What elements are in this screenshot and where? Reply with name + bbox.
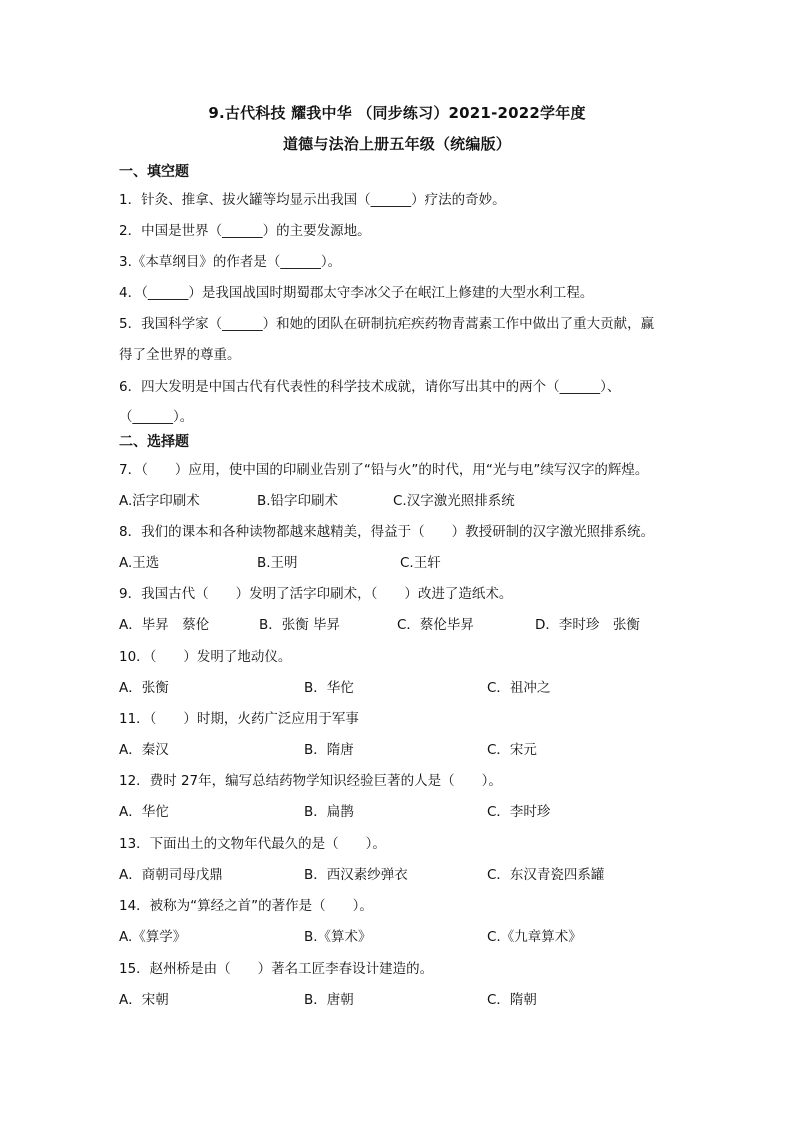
question-5-line2: 得了全世界的尊重。 — [119, 347, 241, 363]
q14-option-b: B.《算术》 — [304, 929, 372, 945]
q13-option-b: B．西汉素纱弹衣 — [304, 867, 408, 883]
q15-option-c: C．隋朝 — [487, 992, 537, 1008]
question-6-line2: （______）。 — [119, 409, 194, 425]
question-2: 2．中国是世界（______）的主要发源地。 — [119, 223, 371, 239]
q9-option-a: A．毕昇 蔡伦 — [119, 617, 210, 633]
q12-option-c: C．李时珍 — [487, 804, 551, 820]
q7-option-b: B.铅字印刷术 — [257, 493, 339, 509]
q11-option-c: C．宋元 — [487, 742, 537, 758]
q14-option-c: C.《九章算术》 — [487, 929, 582, 945]
q10-option-b: B．华佗 — [304, 680, 354, 696]
q10-option-c: C．祖冲之 — [487, 680, 551, 696]
question-13: 13．下面出土的文物年代最久的是（ ）。 — [119, 836, 386, 852]
q11-option-b: B．隋唐 — [304, 742, 354, 758]
question-1: 1．针灸、推拿、拔火罐等均显示出我国（______）疗法的奇妙。 — [119, 192, 506, 208]
question-11: 11．（ ）时期，火药广泛应用于军事 — [119, 711, 359, 727]
q9-option-b: B．张衡 毕昇 — [259, 617, 341, 633]
q14-option-a: A.《算学》 — [119, 929, 187, 945]
q9-option-d: D．李时珍 张衡 — [535, 617, 640, 633]
question-3: 3.《本草纲目》的作者是（______）。 — [119, 254, 342, 270]
question-8: 8．我们的课本和各种读物都越来越精美，得益于（ ）教授研制的汉字激光照排系统。 — [119, 524, 655, 540]
question-14: 14．被称为“算经之首”的著作是（ ）。 — [119, 898, 373, 914]
question-7: 7．（ ）应用，使中国的印刷业告别了“铅与火”的时代，用“光与电”续写汉字的辉煌。 — [119, 462, 649, 478]
q8-option-b: B.王明 — [257, 555, 298, 571]
question-6-line1: 6．四大发明是中国古代有代表性的科学技术成就，请你写出其中的两个（______）、 — [119, 379, 621, 395]
section-heading-fill-blank: 一、填空题 — [119, 164, 189, 180]
q13-option-a: A．商朝司母戊鼎 — [119, 867, 223, 883]
question-9: 9．我国古代（ ）发明了活字印刷术，（ ）改进了造纸术。 — [119, 586, 513, 602]
q10-option-a: A．张衡 — [119, 680, 169, 696]
q9-option-c: C．蔡伦毕昇 — [397, 617, 474, 633]
document-title-line2: 道德与法治上册五年级（统编版） — [282, 135, 511, 153]
q12-option-a: A．华佗 — [119, 804, 169, 820]
question-4: 4．（______）是我国战国时期蜀郡太守李冰父子在岷江上修建的大型水利工程。 — [119, 285, 594, 301]
q12-option-b: B．扁鹊 — [304, 804, 354, 820]
q7-option-a: A.活字印刷术 — [119, 493, 200, 509]
section-heading-multiple-choice: 二、选择题 — [119, 434, 189, 450]
question-12: 12．费时 27年，编写总结药物学知识经验巨著的人是（ ）。 — [119, 773, 502, 789]
q7-option-c: C.汉字激光照排系统 — [393, 493, 515, 509]
q8-option-c: C.王轩 — [400, 555, 441, 571]
question-15: 15．赵州桥是由（ ）著名工匠李春设计建造的。 — [119, 961, 434, 977]
document-title-line1: 9.古代科技 耀我中华 （同步练习）2021-2022学年度 — [208, 104, 586, 122]
q15-option-b: B．唐朝 — [304, 992, 354, 1008]
question-10: 10．（ ）发明了地动仪。 — [119, 649, 292, 665]
question-5-line1: 5．我国科学家（______）和她的团队在研制抗疟疾药物青蒿素工作中做出了重大贡献，赢 — [119, 316, 655, 332]
q8-option-a: A.王选 — [119, 555, 160, 571]
q15-option-a: A．宋朝 — [119, 992, 169, 1008]
q13-option-c: C．东汉青瓷四系罐 — [487, 867, 605, 883]
q11-option-a: A．秦汉 — [119, 742, 169, 758]
